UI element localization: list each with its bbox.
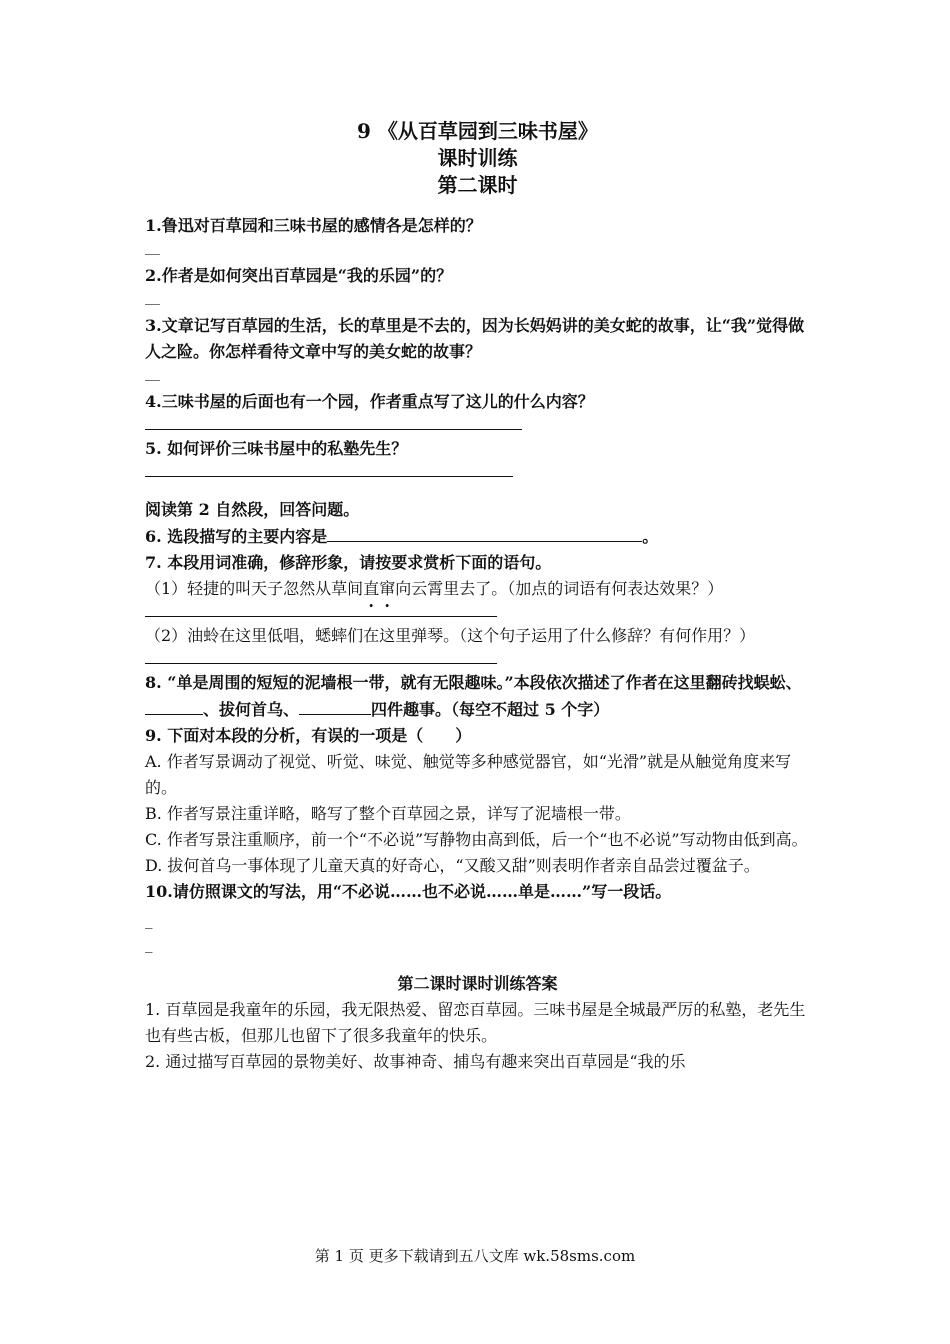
option-d: D. 拔何首乌一事体现了儿童天真的好奇心，“又酸又甜”则表明作者亲自品尝过覆盆子。 bbox=[145, 856, 760, 875]
answer-1: 1. 百草园是我童年的乐园，我无限热爱、留恋百草园。三味书屋是全城最严厉的私塾，老先生也有些古板，但那儿也留下了很多我童年的快乐。 bbox=[145, 1000, 806, 1045]
answer-blank-3: __ bbox=[145, 363, 160, 381]
question-7-1: （1）轻捷的叫天子忽然从草间直窜向云霄里去了。（加点的词语有何表达效果？） bbox=[145, 579, 724, 598]
answer-blank-10a: _ bbox=[145, 911, 153, 929]
question-9: 9. 下面对本段的分析，有误的一项是（ ） bbox=[145, 726, 472, 745]
option-b: B. 作者写景注重详略，略写了整个百草园之景，详写了泥墙根一带。 bbox=[145, 804, 631, 823]
question-3: 3.文章记写百草园的生活，长的草里是不去的，因为长妈妈讲的美女蛇的故事，让“我”觉得做人之险。你怎样看待文章中写的美女蛇的故事？ bbox=[145, 316, 805, 361]
page-footer: 第 1 页 更多下载请到五八文库 wk.58sms.com bbox=[314, 1247, 636, 1265]
document-body bbox=[145, 118, 810, 1075]
question-10: 10.请仿照课文的写法，用“不必说……也不必说……单是……”写一段话。 bbox=[145, 882, 672, 901]
page-subtitle: 课时训练 bbox=[437, 146, 518, 170]
question-5: 5. 如何评价三味书屋中的私塾先生？ bbox=[145, 439, 408, 458]
answer-blank-2: __ bbox=[145, 287, 160, 305]
answer-blank-8a bbox=[145, 696, 203, 715]
emphasis-word-2: 窜 bbox=[379, 579, 396, 598]
question-8: 8. “单是周围的短短的泥墙根一带，就有无限趣味。”本段依次描述了作者在这里翻砖找蜈蚣、、拔何首乌、 四件趣事。（每空不超过 5 个字） bbox=[145, 673, 802, 719]
answer-line-5 bbox=[145, 462, 513, 477]
question-7: 7. 本段用词准确，修辞形象，请按要求赏析下面的语句。 bbox=[145, 553, 552, 572]
answer-blank-6 bbox=[327, 523, 642, 542]
answer-line-7-2 bbox=[145, 649, 497, 664]
reading-instruction: 阅读第 2 自然段，回答问题。 bbox=[145, 500, 360, 519]
option-a: A. 作者写景调动了视觉、听觉、味觉、触觉等多种感觉器官，如“光滑”就是从触觉角度来写的。 bbox=[145, 752, 792, 797]
answer-blank-10b: _ bbox=[145, 935, 153, 953]
answer-blank-1: __ bbox=[145, 237, 160, 255]
answer-line-4 bbox=[145, 415, 522, 430]
option-c: C. 作者写景注重顺序，前一个“不必说”写静物由高到低，后一个“也不必说”写动物由低到高。 bbox=[145, 830, 808, 849]
answer-line-7-1 bbox=[145, 602, 497, 617]
question-6: 6. 选段描写的主要内容是 。 bbox=[145, 523, 810, 550]
answers-title: 第二课时课时训练答案 bbox=[397, 974, 558, 993]
title-block bbox=[145, 118, 810, 199]
page-title: 9 《从百草园到三味书屋》 bbox=[357, 119, 598, 143]
answer-blank-8b bbox=[299, 696, 371, 715]
answer-2: 2. 通过描写百草园的景物美好、故事神奇、捕鸟有趣来突出百草园是“我的乐 bbox=[145, 1052, 686, 1071]
question-4: 4.三味书屋的后面也有一个园，作者重点写了这儿的什么内容？ bbox=[145, 392, 594, 411]
lesson-label: 第二课时 bbox=[437, 173, 518, 197]
question-7-2: （2）油蛉在这里低唱，蟋蟀们在这里弹琴。（这个句子运用了什么修辞？有何作用？） bbox=[145, 626, 756, 645]
emphasis-word-1: 直 bbox=[363, 579, 380, 598]
question-1: 1.鲁迅对百草园和三味书屋的感情各是怎样的？ bbox=[145, 216, 482, 235]
question-2: 2.作者是如何突出百草园是“我的乐园”的？ bbox=[145, 266, 453, 285]
